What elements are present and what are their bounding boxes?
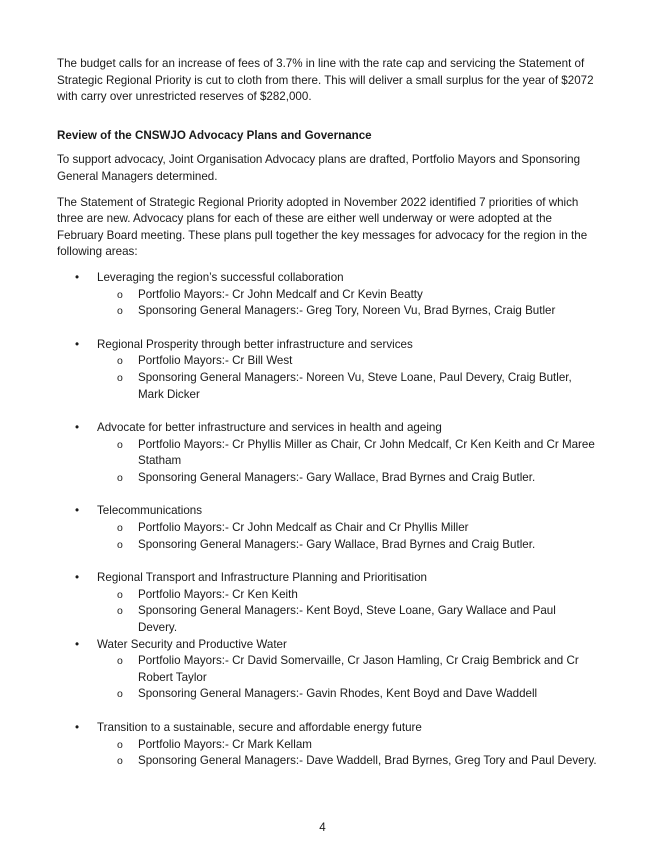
priority-item-transport bbox=[57, 570, 597, 636]
page-number: 4 bbox=[319, 821, 326, 834]
circle-bullet-icon: o bbox=[117, 305, 123, 318]
strategic-priority-paragraph: The Statement of Strategic Regional Priority adopted in November 2022 identified 7 priorities of which three are new. Advocacy plans for each of these are either well underway or were adopted at the February Board meeting. These plans pull together the key messages for advocacy for the region in the following areas: bbox=[57, 195, 588, 259]
circle-bullet-icon: o bbox=[117, 688, 123, 701]
priority-item-health-ageing bbox=[57, 420, 597, 486]
portfolio-mayors-text: Portfolio Mayors:- Cr John Medcalf and Cr Kevin Beatty bbox=[138, 287, 423, 301]
bullet-icon: • bbox=[75, 270, 80, 284]
sponsoring-managers-text: Sponsoring General Managers:- Gary Wallace, Brad Byrnes and Craig Butler. bbox=[138, 537, 536, 551]
circle-bullet-icon: o bbox=[117, 738, 123, 751]
circle-bullet-icon: o bbox=[117, 471, 123, 484]
sponsoring-managers-text: Sponsoring General Managers:- Kent Boyd, Steve Loane, Gary Wallace and Paul Devery. bbox=[138, 604, 556, 635]
portfolio-mayors-text: Portfolio Mayors:- Cr John Medcalf as Chair and Cr Phyllis Miller bbox=[138, 521, 469, 535]
portfolio-mayors-text: Portfolio Mayors:- Cr Bill West bbox=[138, 354, 293, 368]
circle-bullet-icon: o bbox=[117, 655, 123, 668]
circle-bullet-icon: o bbox=[117, 371, 123, 384]
bullet-icon: • bbox=[75, 571, 80, 585]
sponsoring-managers-item bbox=[97, 686, 597, 703]
priority-details bbox=[97, 353, 597, 403]
priority-list bbox=[57, 270, 597, 770]
circle-bullet-icon: o bbox=[117, 438, 123, 451]
sponsoring-managers-item bbox=[97, 537, 597, 554]
document-page bbox=[57, 56, 597, 770]
sponsoring-managers-text: Sponsoring General Managers:- Gary Wallace, Brad Byrnes and Craig Butler. bbox=[138, 470, 536, 484]
circle-bullet-icon: o bbox=[117, 605, 123, 618]
bullet-icon: • bbox=[75, 421, 80, 435]
priority-details bbox=[97, 587, 597, 637]
circle-bullet-icon: o bbox=[117, 755, 123, 768]
bullet-icon: • bbox=[75, 637, 80, 651]
priority-item-collaboration bbox=[57, 270, 597, 320]
priority-title: Advocate for better infrastructure and services in health and ageing bbox=[97, 421, 442, 435]
portfolio-mayors-item bbox=[97, 737, 597, 754]
sponsoring-managers-text: Sponsoring General Managers:- Dave Waddell, Brad Byrnes, Greg Tory and Paul Devery. bbox=[138, 754, 597, 768]
circle-bullet-icon: o bbox=[117, 355, 123, 368]
portfolio-mayors-item bbox=[97, 653, 597, 686]
priority-title: Regional Transport and Infrastructure Planning and Prioritisation bbox=[97, 571, 427, 585]
sponsoring-managers-item bbox=[97, 370, 597, 403]
priority-details bbox=[97, 737, 597, 770]
portfolio-mayors-text: Portfolio Mayors:- Cr Phyllis Miller as Chair, Cr John Medcalf, Cr Ken Keith and Cr Maree Statham bbox=[138, 437, 595, 468]
priority-title: Leveraging the region’s successful collaboration bbox=[97, 270, 344, 284]
circle-bullet-icon: o bbox=[117, 522, 123, 535]
advocacy-intro-paragraph: To support advocacy, Joint Organisation Advocacy plans are drafted, Portfolio Mayors and Sponsoring General Managers determined. bbox=[57, 153, 581, 183]
portfolio-mayors-item bbox=[97, 287, 597, 304]
section-heading: Review of the CNSWJO Advocacy Plans and Governance bbox=[57, 128, 372, 142]
portfolio-mayors-item bbox=[97, 587, 597, 604]
priority-title: Telecommunications bbox=[97, 504, 203, 518]
sponsoring-managers-text: Sponsoring General Managers:- Noreen Vu, Steve Loane, Paul Devery, Craig Butler, Mark Dicker bbox=[138, 370, 572, 401]
portfolio-mayors-item bbox=[97, 353, 597, 370]
sponsoring-managers-item bbox=[97, 303, 597, 320]
sponsoring-managers-text: Sponsoring General Managers:- Greg Tory, Noreen Vu, Brad Byrnes, Craig Butler bbox=[138, 304, 556, 318]
priority-details bbox=[97, 653, 597, 703]
priority-item-energy bbox=[57, 720, 597, 770]
circle-bullet-icon: o bbox=[117, 538, 123, 551]
bullet-icon: • bbox=[75, 721, 80, 734]
sponsoring-managers-text: Sponsoring General Managers:- Gavin Rhodes, Kent Boyd and Dave Waddell bbox=[138, 687, 538, 701]
bullet-icon: • bbox=[75, 504, 80, 518]
priority-details bbox=[97, 287, 597, 320]
priority-item-prosperity bbox=[57, 337, 597, 403]
portfolio-mayors-text: Portfolio Mayors:- Cr Ken Keith bbox=[138, 587, 298, 601]
priority-title: Water Security and Productive Water bbox=[97, 637, 287, 651]
priority-details bbox=[97, 437, 597, 487]
priority-details bbox=[97, 520, 597, 553]
portfolio-mayors-item bbox=[97, 520, 597, 537]
bullet-icon: • bbox=[75, 337, 80, 351]
priority-title: Regional Prosperity through better infrastructure and services bbox=[97, 337, 413, 351]
portfolio-mayors-text: Portfolio Mayors:- Cr Mark Kellam bbox=[138, 737, 312, 751]
priority-title: Transition to a sustainable, secure and affordable energy future bbox=[97, 721, 422, 734]
priority-item-telecommunications bbox=[57, 503, 597, 553]
portfolio-mayors-item bbox=[97, 437, 597, 470]
circle-bullet-icon: o bbox=[117, 288, 123, 301]
budget-paragraph: The budget calls for an increase of fees of 3.7% in line with the rate cap and servicing the Statement of Strategic Regional Priority is cut to cloth from there. This will deliver a small surplus for the year of $2072 with carry over unrestricted reserves of $282,000. bbox=[57, 57, 594, 104]
sponsoring-managers-item bbox=[97, 603, 597, 636]
sponsoring-managers-item bbox=[97, 753, 597, 770]
priority-item-water bbox=[57, 637, 597, 703]
sponsoring-managers-item bbox=[97, 470, 597, 487]
circle-bullet-icon: o bbox=[117, 588, 123, 601]
portfolio-mayors-text: Portfolio Mayors:- Cr David Somervaille, Cr Jason Hamling, Cr Craig Bembrick and Cr Robert Taylor bbox=[138, 654, 579, 684]
